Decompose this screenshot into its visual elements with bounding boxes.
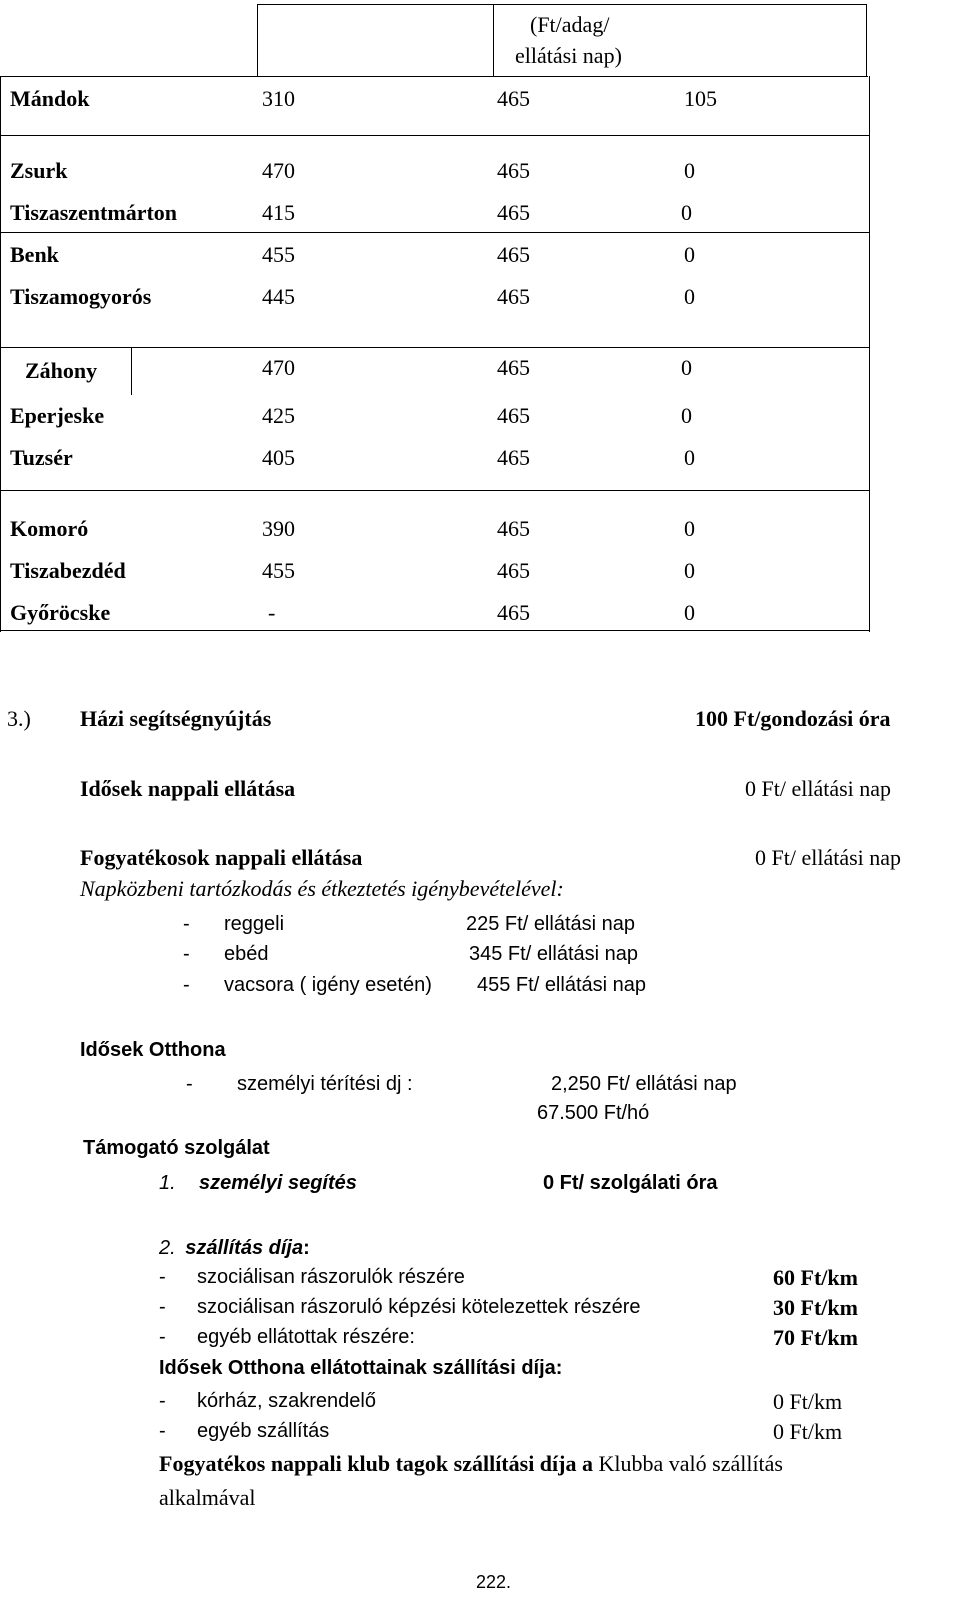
table-cell: 465	[497, 200, 530, 225]
szemelyi-label: személyi segítés	[199, 1172, 357, 1194]
table-cell: 465	[497, 600, 530, 625]
page-number: 222.	[476, 1572, 512, 1592]
table-row-name: Komoró	[10, 516, 89, 541]
otthona-szallitas-row-value: 0 Ft/km	[773, 1419, 843, 1444]
szemelyi-value: 0 Ft/ szolgálati óra	[543, 1172, 718, 1194]
table-cell: 0	[684, 558, 695, 583]
table-cell: 0	[681, 355, 692, 380]
table-cell: 465	[497, 516, 530, 541]
fogy-klub-line1	[159, 1451, 783, 1477]
tamogato-label: Támogató szolgálat	[83, 1137, 270, 1159]
otthona-szallitas-row-label: kórház, szakrendelő	[197, 1390, 376, 1412]
table-row-name: Győröcske	[10, 600, 111, 625]
szallitas-row-label: egyéb ellátottak részére:	[197, 1326, 415, 1348]
szallitas-dash: -	[159, 1326, 166, 1348]
table-cell: 465	[497, 403, 530, 428]
table-cell: 470	[262, 355, 295, 380]
szallitas-num: 2.	[159, 1237, 176, 1259]
otthona-item: személyi térítési dj :	[237, 1073, 413, 1095]
szallitas-dash: -	[159, 1266, 166, 1288]
table-header-unit-line1: (Ft/adag/	[530, 12, 610, 37]
table-cell: 455	[262, 558, 295, 583]
otthona-value-monthly: 67.500 Ft/hó	[537, 1102, 650, 1124]
table-cell: 425	[262, 403, 295, 428]
szallitas-colon: :	[303, 1237, 310, 1259]
szallitas-heading	[159, 1237, 310, 1260]
table-cell: 0	[681, 200, 692, 225]
szallitas-row-value: 70 Ft/km	[773, 1325, 858, 1350]
otthona-dash: -	[186, 1073, 193, 1095]
otthona-szallitas-label: Idősek Otthona ellátottainak szállítási díja:	[159, 1357, 563, 1379]
table-row-name: Mándok	[10, 86, 90, 111]
szallitas-dash: -	[159, 1296, 166, 1318]
table-cell: 105	[684, 86, 717, 111]
table-cell: 470	[262, 158, 295, 183]
table-cell: 415	[262, 200, 295, 225]
table-cell: 445	[262, 284, 295, 309]
szallitas-row-label: szociálisan rászoruló képzési kötelezettek részére	[197, 1296, 641, 1318]
table-cell: 465	[497, 284, 530, 309]
table-row-name: Tiszaszentmárton	[10, 200, 178, 225]
hazi-label: Házi segítségnyújtás	[80, 706, 272, 731]
otthona-szallitas-row-value: 0 Ft/km	[773, 1389, 843, 1414]
idosek-value: 0 Ft/ ellátási nap	[745, 776, 892, 801]
table-cell: 0	[681, 403, 692, 428]
fogy-klub-line2: alkalmával	[159, 1485, 256, 1510]
otthona-szallitas-dash: -	[159, 1390, 166, 1412]
table-row-name: Tiszabezdéd	[10, 558, 126, 583]
napkozbeni-text: Napközbeni tartózkodás és étkeztetés igénybevételével:	[80, 876, 564, 901]
table-cell: 465	[497, 242, 530, 267]
meal-label: reggeli	[224, 913, 285, 935]
table-cell: 465	[497, 445, 530, 470]
table-cell: 310	[262, 86, 295, 111]
fogy-value: 0 Ft/ ellátási nap	[755, 845, 902, 870]
szemelyi-num: 1.	[159, 1172, 176, 1194]
table-cell: 0	[684, 284, 695, 309]
otthona-szallitas-dash: -	[159, 1420, 166, 1442]
szallitas-label: szállítás díja	[185, 1237, 304, 1259]
table-cell: 465	[497, 86, 530, 111]
fogy-klub-rest: Klubba való szállítás	[592, 1451, 783, 1476]
szallitas-row-label: szociálisan rászorulók részére	[197, 1266, 465, 1288]
table-cell: 0	[684, 158, 695, 183]
hazi-value: 100 Ft/gondozási óra	[695, 706, 891, 731]
meal-value: 455 Ft/ ellátási nap	[477, 974, 646, 996]
idosek-label: Idősek nappali ellátása	[80, 776, 296, 801]
section-number: 3.)	[7, 706, 31, 731]
fogy-klub-bold: Fogyatékos nappali klub tagok szállítási díja a	[159, 1451, 593, 1476]
table-row-name: Eperjeske	[10, 403, 105, 428]
table-cell: 405	[262, 445, 295, 470]
meal-dash: -	[183, 974, 190, 996]
table-cell: 465	[497, 158, 530, 183]
table-cell: 0	[684, 242, 695, 267]
meal-dash: -	[183, 913, 190, 935]
otthona-label: Idősek Otthona	[80, 1039, 226, 1061]
table-row-name: Zsurk	[10, 158, 68, 183]
table-row-name: Benk	[10, 242, 59, 267]
szallitas-row-value: 60 Ft/km	[773, 1265, 858, 1290]
meal-label: ebéd	[224, 943, 269, 965]
table-cell: 0	[684, 445, 695, 470]
meal-dash: -	[183, 943, 190, 965]
meal-label: vacsora ( igény esetén)	[224, 974, 432, 996]
otthona-szallitas-row-label: egyéb szállítás	[197, 1420, 330, 1442]
table-header-unit-line2: ellátási nap)	[515, 43, 622, 68]
fogy-label: Fogyatékosok nappali ellátása	[80, 845, 363, 870]
table-cell: 465	[497, 355, 530, 380]
meal-value: 225 Ft/ ellátási nap	[466, 913, 635, 935]
szallitas-row-value: 30 Ft/km	[773, 1295, 858, 1320]
table-row-name: Záhony	[25, 358, 98, 383]
otthona-value-daily: 2,250 Ft/ ellátási nap	[551, 1073, 737, 1095]
table-row-name: Tiszamogyorós	[10, 284, 152, 309]
table-cell: 390	[262, 516, 295, 541]
table-cell: 0	[684, 516, 695, 541]
table-row-name: Tuzsér	[10, 445, 73, 470]
table-cell: 0	[684, 600, 695, 625]
table-cell: 465	[497, 558, 530, 583]
table-cell: -	[268, 600, 276, 625]
table-cell: 455	[262, 242, 295, 267]
meal-value: 345 Ft/ ellátási nap	[469, 943, 638, 965]
